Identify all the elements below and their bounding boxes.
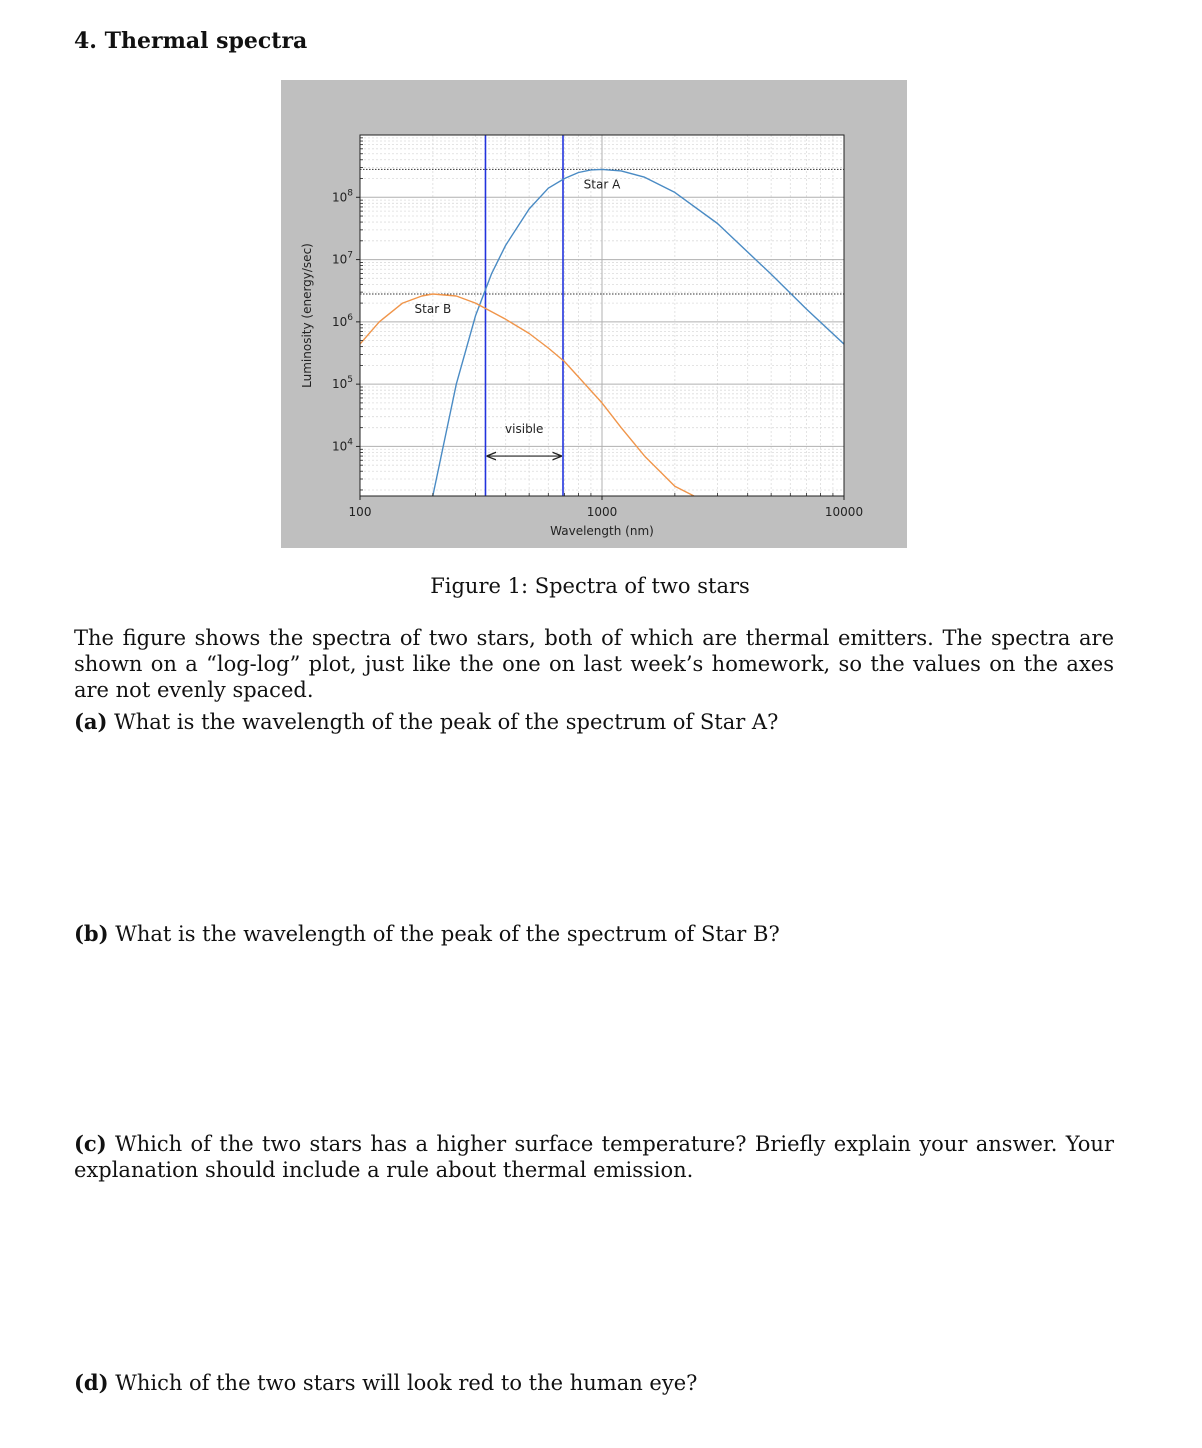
y-tick-exponent: 5 bbox=[347, 375, 353, 386]
question-c-label: (c) bbox=[74, 1131, 107, 1156]
y-tick-exponent: 7 bbox=[347, 250, 353, 261]
y-tick-label bbox=[332, 188, 353, 204]
section-title: 4. Thermal spectra bbox=[74, 28, 308, 54]
x-axis-title: Wavelength (nm) bbox=[550, 524, 654, 538]
y-tick-label bbox=[332, 251, 353, 267]
question-b bbox=[74, 921, 1114, 947]
question-c bbox=[74, 1131, 1114, 1183]
y-tick-label bbox=[332, 437, 353, 453]
y-tick-exponent: 6 bbox=[347, 312, 353, 323]
y-tick-label bbox=[332, 313, 353, 329]
question-d-text: Which of the two stars will look red to the human eye? bbox=[108, 1371, 698, 1395]
question-a bbox=[74, 709, 1114, 735]
y-tick-label bbox=[332, 375, 353, 391]
star-a-label: Star A bbox=[583, 177, 621, 192]
y-tick-base: 10 bbox=[331, 377, 348, 392]
figure-caption: Figure 1: Spectra of two stars bbox=[430, 574, 750, 598]
y-tick-base: 10 bbox=[331, 252, 348, 267]
figure-spectra bbox=[281, 80, 907, 548]
intro-paragraph: The figure shows the spectra of two stars, both of which are thermal emitters. The spectra are shown on a “log-log” plot, just like the one on last week’s homework, so the values on the axes are not evenly spaced. bbox=[74, 626, 1114, 702]
question-b-label: (b) bbox=[74, 921, 109, 946]
y-tick-base: 10 bbox=[331, 190, 348, 205]
y-tick-exponent: 4 bbox=[347, 437, 353, 448]
question-b-text: What is the wavelength of the peak of the spectrum of Star B? bbox=[108, 922, 780, 946]
question-d bbox=[74, 1370, 1114, 1396]
y-tick-exponent: 8 bbox=[347, 188, 353, 199]
y-axis-title: Luminosity (energy/sec) bbox=[300, 243, 314, 388]
question-a-label: (a) bbox=[74, 709, 108, 734]
visible-label: visible bbox=[505, 422, 544, 437]
question-a-text: What is the wavelength of the peak of the spectrum of Star A? bbox=[107, 710, 779, 734]
x-tick-label: 1000 bbox=[586, 505, 618, 519]
y-tick-base: 10 bbox=[331, 439, 348, 454]
question-d-label: (d) bbox=[74, 1370, 109, 1395]
spectra-chart bbox=[281, 80, 907, 548]
x-tick-label: 10000 bbox=[824, 505, 864, 519]
x-tick-label: 100 bbox=[348, 505, 372, 519]
star-b-label: Star B bbox=[414, 302, 452, 317]
y-tick-base: 10 bbox=[331, 314, 348, 329]
question-c-text: Which of the two stars has a higher surface temperature? Briefly explain your answer. Your explanation should include a rule about thermal emission. bbox=[74, 1132, 1114, 1182]
